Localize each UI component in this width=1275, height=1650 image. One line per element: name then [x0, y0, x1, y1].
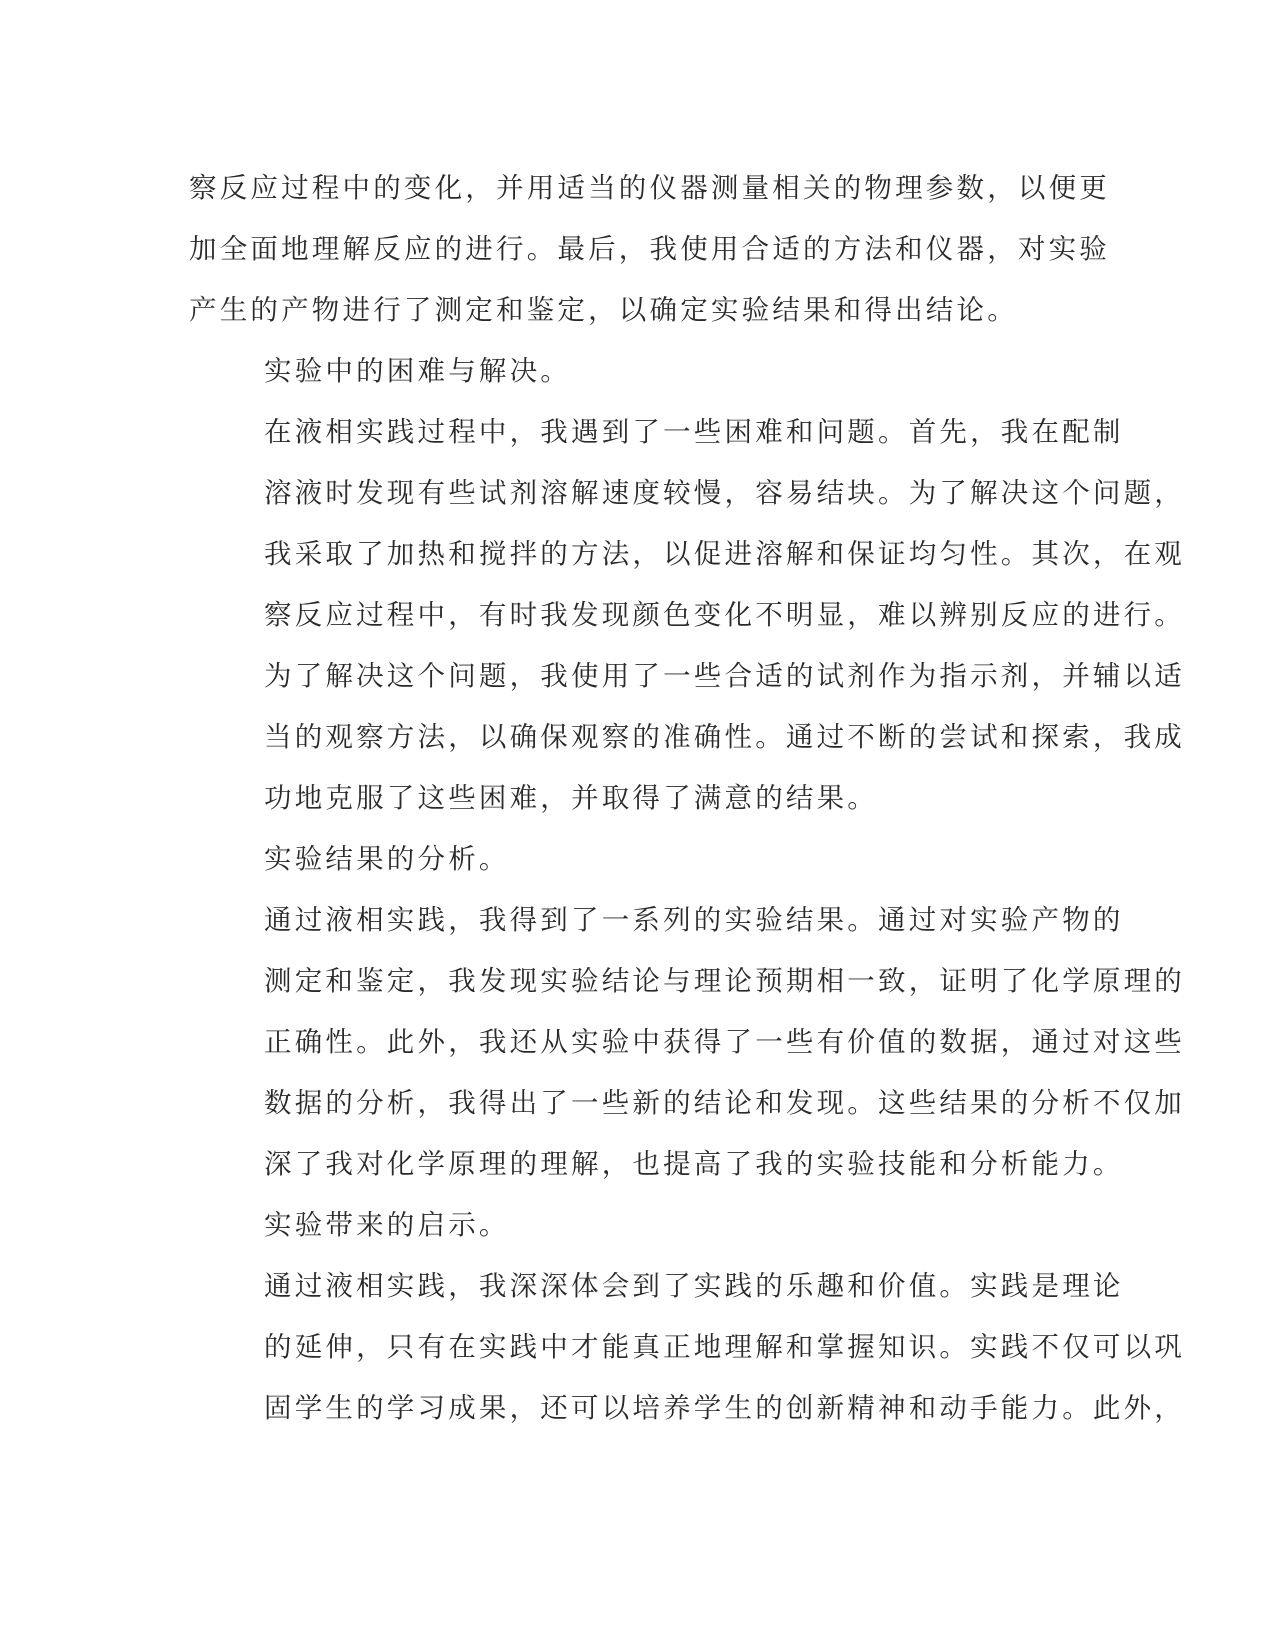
text-line: 产生的产物进行了测定和鉴定，以确定实验结果和得出结论。 — [189, 294, 1018, 326]
section-heading-difficulties — [189, 341, 1089, 402]
heading-text: 实验中的困难与解决。 — [264, 355, 571, 387]
text-line: 通过液相实践，我得到了一系列的实验结果。通过对实验产物的 — [264, 904, 1124, 936]
text-line: 正确性。此外，我还从实验中获得了一些有价值的数据，通过对这些 — [264, 1026, 1185, 1058]
text-line: 数据的分析，我得出了一些新的结论和发现。这些结果的分析不仅加 — [264, 1087, 1185, 1119]
section-heading-insights — [189, 1195, 1089, 1256]
text-line: 加全面地理解反应的进行。最后，我使用合适的方法和仪器，对实验 — [189, 233, 1110, 265]
text-line: 功地克服了这些困难，并取得了满意的结果。 — [264, 782, 878, 814]
heading-text: 实验结果的分析。 — [264, 843, 510, 875]
paragraph-insights — [189, 1256, 1185, 1439]
text-line: 察反应过程中的变化，并用适当的仪器测量相关的物理参数，以便更 — [189, 172, 1110, 204]
text-line: 深了我对化学原理的理解，也提高了我的实验技能和分析能力。 — [264, 1148, 1124, 1180]
paragraph-experiment-procedure-end — [189, 158, 1110, 341]
text-line: 固学生的学习成果，还可以培养学生的创新精神和动手能力。此外， — [264, 1392, 1185, 1424]
text-line: 在液相实践过程中，我遇到了一些困难和问题。首先，我在配制 — [264, 416, 1124, 448]
text-line: 溶液时发现有些试剂溶解速度较慢，容易结块。为了解决这个问题， — [264, 477, 1185, 509]
text-line: 察反应过程中，有时我发现颜色变化不明显，难以辨别反应的进行。 — [264, 599, 1185, 631]
paragraph-difficulties — [189, 402, 1185, 829]
section-heading-results-analysis — [189, 829, 1089, 890]
text-line: 我采取了加热和搅拌的方法，以促进溶解和保证均匀性。其次，在观 — [264, 538, 1185, 570]
document-body — [189, 158, 1185, 1439]
text-line: 当的观察方法，以确保观察的准确性。通过不断的尝试和探索，我成 — [264, 721, 1185, 753]
heading-text: 实验带来的启示。 — [264, 1209, 510, 1241]
text-line: 测定和鉴定，我发现实验结论与理论预期相一致，证明了化学原理的 — [264, 965, 1185, 997]
paragraph-results-analysis — [189, 890, 1185, 1195]
text-line: 的延伸，只有在实践中才能真正地理解和掌握知识。实践不仅可以巩 — [264, 1331, 1185, 1363]
text-line: 通过液相实践，我深深体会到了实践的乐趣和价值。实践是理论 — [264, 1270, 1124, 1302]
text-line: 为了解决这个问题，我使用了一些合适的试剂作为指示剂，并辅以适 — [264, 660, 1185, 692]
